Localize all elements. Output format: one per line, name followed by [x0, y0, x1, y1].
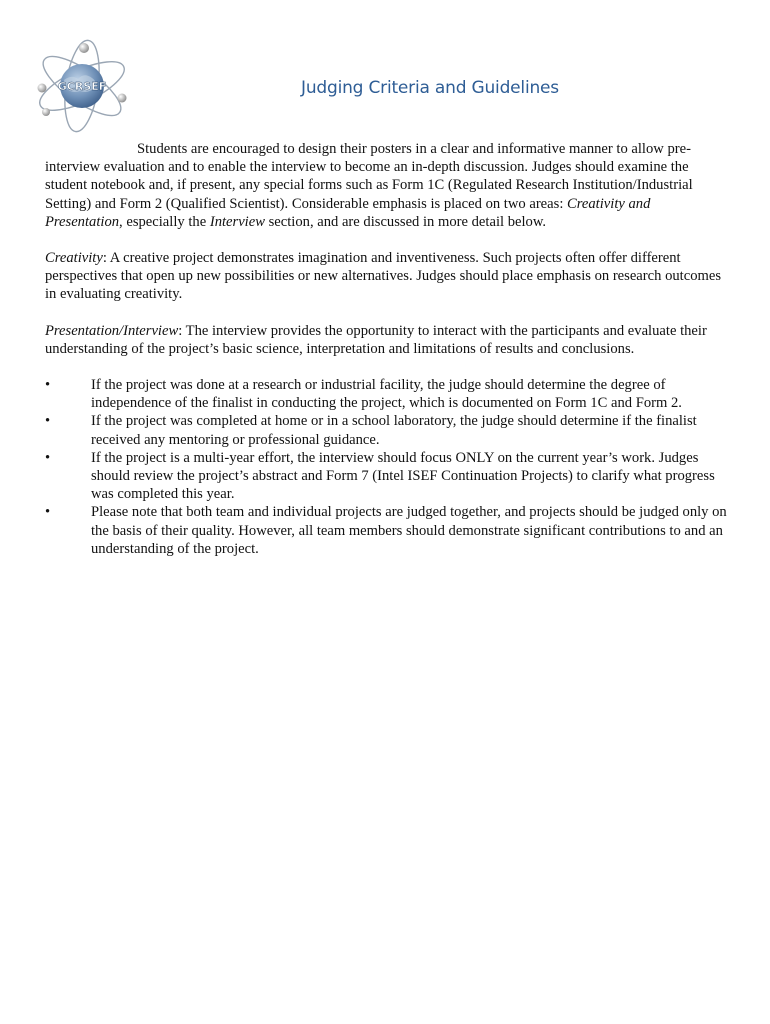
page-title: Judging Criteria and Guidelines: [301, 78, 559, 98]
creativity-text: : A creative project demonstrates imagination and inventiveness. Such projects often offer different perspectives that open up new possibilities or new alternatives. Judges should place emphasis on research outcomes in evaluating creativity.: [45, 250, 722, 303]
list-item: [45, 449, 730, 504]
intro-text-a: Students are encouraged to design their posters in a clear and informative manner to allow pre-interview evaluation and to enable the interview to become an in-depth discussion. Judges should examine the student notebook and, if present, any special forms such as Form 1C (Regulated Research Institution/Industrial Setting) and Form 2 (Qualified Scientist). Considerable emphasis is placed on two areas:: [45, 141, 693, 212]
list-item-text: If the project was done at a research or industrial facility, the judge should determine the degree of independence of the finalist in conducting the project, which is documented on Form 1C and Form 2.: [91, 377, 682, 412]
intro-text-b: , especially the: [119, 213, 210, 230]
intro-text-c: section, and are discussed in more detail below.: [264, 213, 547, 230]
bullet-icon: •: [45, 449, 51, 466]
creativity-label: Creativity: [45, 250, 103, 267]
presentation-text: : The interview provides the opportunity to interact with the participants and evaluate their understanding of the project’s basic science, interpretation and limitations of results and conclusions.: [45, 322, 707, 357]
presentation-label: Presentation/Interview: [45, 322, 179, 339]
presentation-paragraph: [45, 322, 730, 358]
guideline-bullet-list: [45, 376, 730, 558]
bullet-icon: •: [45, 413, 51, 430]
intro-paragraph: [45, 140, 730, 231]
bullet-icon: •: [45, 504, 51, 521]
list-item-text: If the project is a multi-year effort, the interview should focus ONLY on the current year’s work. Judges should review the project’s abstract and Form 7 (Intel ISEF Continuation Projects) to clarify what progress was completed this year.: [91, 449, 715, 503]
list-item-text: Please note that both team and individual projects are judged together, and projects should be judged only on the basis of their quality. However, all team members should demonstrate significant contributions to and an understanding of the project.: [91, 504, 727, 557]
gcrsef-logo: [32, 36, 132, 136]
creativity-paragraph: [45, 249, 730, 304]
logo-text: GCRSEF: [57, 80, 107, 93]
intro-emphasis-interview: Interview: [209, 213, 265, 230]
atom-logo-graphic: [32, 36, 132, 136]
list-item: [45, 503, 730, 558]
list-item: [45, 412, 730, 448]
intro-emphasis-creativity-presentation: Creativity and Presentation: [45, 195, 651, 230]
list-item: [45, 376, 730, 412]
list-item-text: If the project was completed at home or in a school laboratory, the judge should determine if the finalist received any mentoring or professional guidance.: [91, 413, 697, 448]
document-body: [45, 140, 730, 558]
bullet-icon: •: [45, 377, 51, 394]
